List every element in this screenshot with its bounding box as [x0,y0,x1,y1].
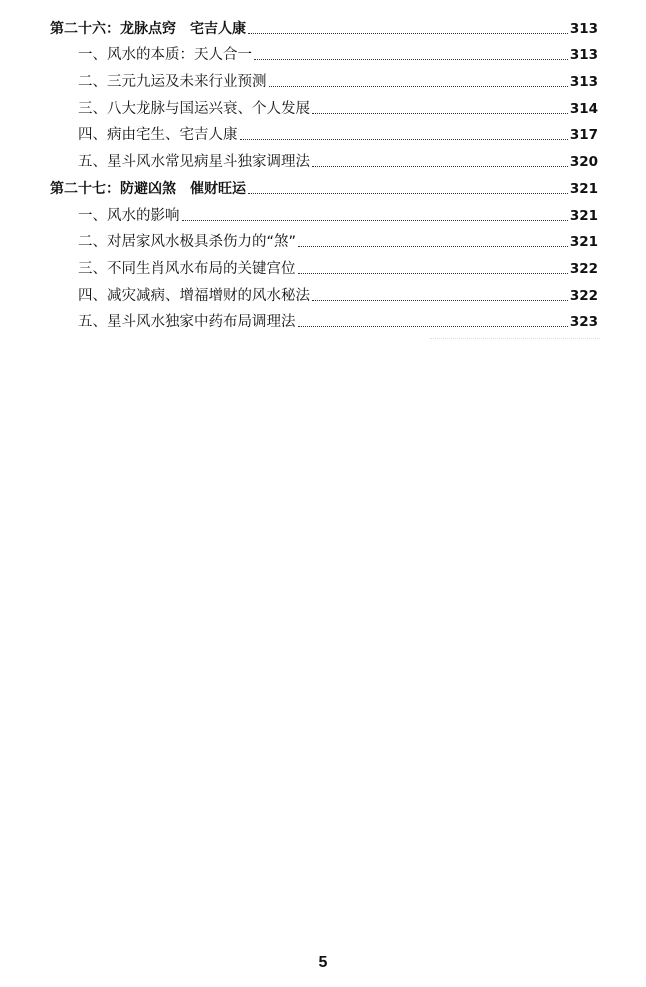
toc-section-26-1[interactable] [50,39,598,66]
table-of-contents [50,12,598,332]
toc-section-27-5[interactable] [50,306,598,333]
toc-entry-page: 320 [569,154,598,171]
toc-section-27-1[interactable] [50,199,598,226]
dot-leader [240,139,568,140]
toc-entry-page: 321 [569,180,598,197]
toc-entry-title: 三、八大龙脉与国运兴衰、个人发展 [78,100,310,117]
toc-entry-title: 二、三元九运及未来行业预测 [78,74,267,91]
toc-section-27-4[interactable] [50,279,598,306]
toc-entry-page: 322 [569,260,598,277]
toc-entry-title: 二、对居家风水极具杀伤力的“煞” [78,234,297,251]
toc-section-26-5[interactable] [50,145,598,172]
dot-leader [254,59,568,60]
toc-entry-page: 313 [569,47,598,64]
toc-entry-title: 四、病由宅生、宅吉人康 [78,127,238,144]
toc-entry-title: 一、风水的影响 [78,207,180,224]
toc-section-26-3[interactable] [50,92,598,119]
dot-leader [312,166,568,167]
toc-entry-page: 314 [569,100,598,117]
toc-chapter-27[interactable] [50,172,598,199]
dot-leader [312,300,568,301]
toc-entry-page: 321 [569,234,598,251]
toc-section-26-4[interactable] [50,119,598,146]
dot-leader [312,113,568,114]
toc-section-27-2[interactable] [50,226,598,253]
dot-leader [298,326,568,327]
toc-entry-page: 321 [569,207,598,224]
dot-leader [248,33,568,34]
toc-entry-page: 323 [569,314,598,331]
dot-leader [269,86,568,87]
faint-divider [430,338,600,339]
toc-entry-title: 第二十六：龙脉点窍 宅吉人康 [50,20,246,37]
toc-entry-title: 一、风水的本质：天人合一 [78,47,252,64]
toc-entry-title: 第二十七：防避凶煞 催财旺运 [50,180,246,197]
toc-section-27-3[interactable] [50,252,598,279]
page-number: 5 [318,954,328,971]
toc-entry-title: 三、不同生肖风水布局的关键宫位 [78,260,296,277]
toc-entry-page: 313 [569,74,598,91]
toc-entry-page: 322 [569,287,598,304]
toc-entry-title: 五、星斗风水独家中药布局调理法 [78,314,296,331]
dot-leader [248,193,568,194]
toc-chapter-26[interactable] [50,12,598,39]
dot-leader [182,220,568,221]
toc-entry-title: 四、减灾减病、增福增财的风水秘法 [78,287,310,304]
dot-leader [298,273,568,274]
toc-entry-page: 313 [569,20,598,37]
toc-entry-title: 五、星斗风水常见病星斗独家调理法 [78,154,310,171]
dot-leader [298,246,568,247]
toc-section-26-2[interactable] [50,65,598,92]
toc-entry-page: 317 [569,127,598,144]
